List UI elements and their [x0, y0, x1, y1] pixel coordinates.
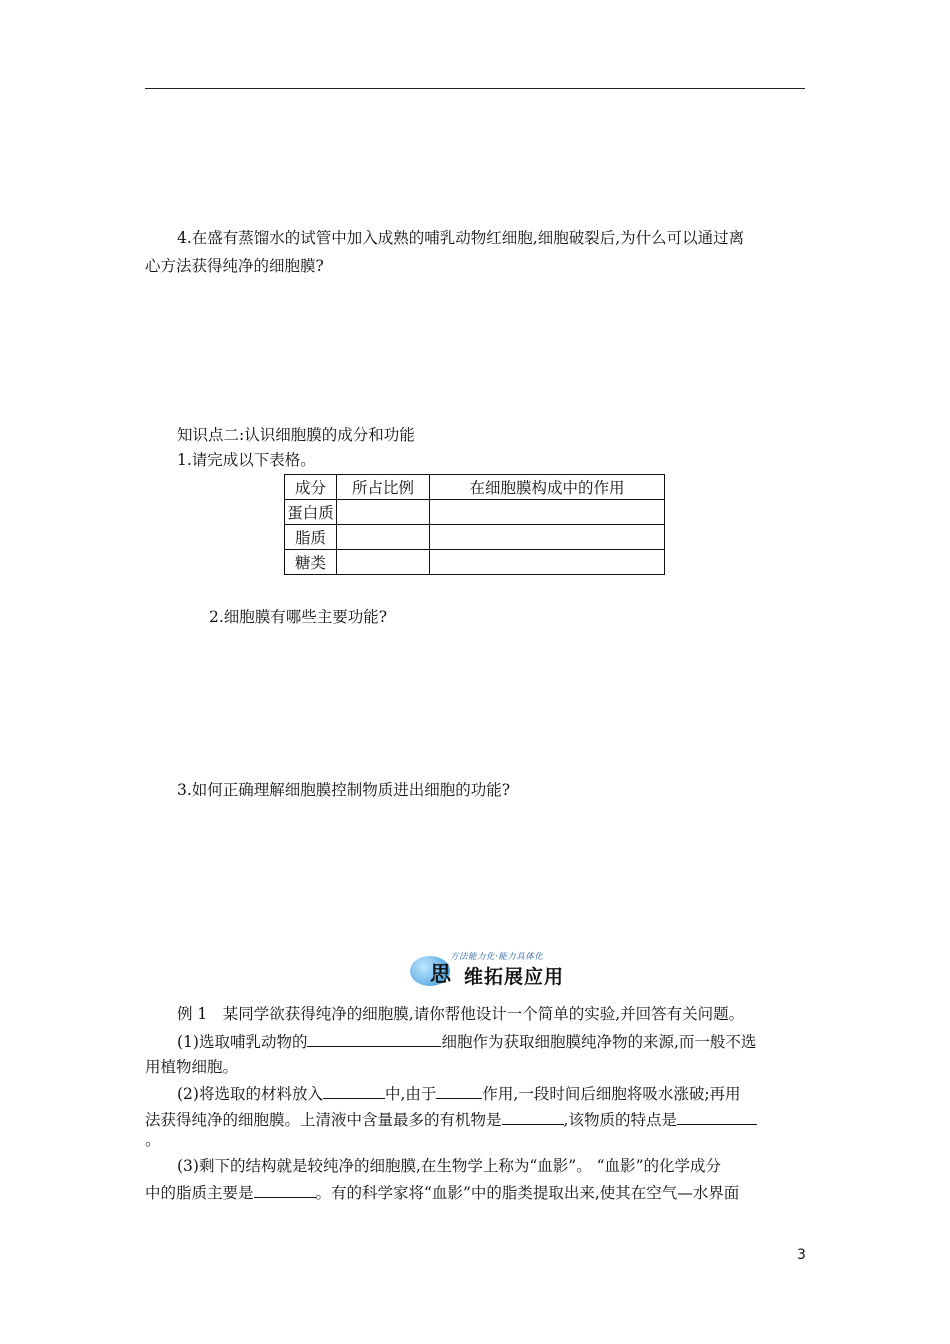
example-intro: 例 1 某同学欲获得纯净的细胞膜,请你帮他设计一个简单的实验,并回答有关问题。	[177, 1005, 745, 1023]
text: 中,由于	[384, 1085, 437, 1103]
table-row-label: 蛋白质	[285, 500, 337, 525]
answer-blank[interactable]	[254, 1181, 316, 1198]
question-3: 3.如何正确理解细胞膜控制物质进出细胞的功能?	[177, 781, 511, 799]
question-4-line2: 心方法获得纯净的细胞膜?	[145, 257, 324, 275]
banner-char: 思	[430, 962, 451, 986]
table-cell-input[interactable]	[430, 550, 665, 575]
text: 法获得纯净的细胞膜。上清液中含量最多的有机物是	[145, 1111, 502, 1129]
answer-blank[interactable]	[436, 1082, 482, 1099]
table-row	[285, 525, 665, 550]
text: 中的脂质主要是	[145, 1184, 254, 1202]
table-row-label: 脂质	[285, 525, 337, 550]
table-header-cell: 成分	[285, 475, 337, 500]
text: 作用,一段时间后细胞将吸水涨破;再用	[482, 1085, 741, 1103]
answer-blank[interactable]	[677, 1108, 757, 1125]
example-part2-line2	[145, 1108, 757, 1131]
table-cell-input[interactable]	[337, 525, 430, 550]
example-part3-line1: (3)剩下的结构就是较纯净的细胞膜,在生物学上称为“血影”。 “血影”的化学成分	[177, 1157, 722, 1175]
table-row-label: 糖类	[285, 550, 337, 575]
table-row	[285, 550, 665, 575]
answer-blank[interactable]	[502, 1108, 564, 1125]
table-cell-input[interactable]	[430, 525, 665, 550]
table-cell-input[interactable]	[337, 550, 430, 575]
text: 细胞作为获取细胞膜纯净物的来源,而一般不选	[441, 1033, 757, 1051]
text: ,该物质的特点是	[563, 1111, 677, 1129]
table-header-row	[285, 475, 665, 500]
example-part1-line2: 用植物细胞。	[145, 1058, 239, 1076]
table-cell-input[interactable]	[430, 500, 665, 525]
text: (1)选取哺乳动物的	[177, 1033, 308, 1051]
question-2: 2.细胞膜有哪些主要功能?	[209, 608, 388, 626]
page-number: 3	[797, 1247, 806, 1263]
composition-table	[284, 474, 665, 575]
text: 。有的科学家将“血影”中的脂类提取出来,使其在空气—水界面	[315, 1184, 740, 1202]
table-row	[285, 500, 665, 525]
banner-title: 维拓展应用	[464, 966, 565, 988]
answer-blank[interactable]	[323, 1082, 385, 1099]
table-header-cell: 所占比例	[337, 475, 430, 500]
answer-blank[interactable]	[307, 1030, 441, 1047]
question-4-line1: 4.在盛有蒸馏水的试管中加入成熟的哺乳动物红细胞,细胞破裂后,为什么可以通过离	[177, 229, 745, 247]
table-cell-input[interactable]	[337, 500, 430, 525]
example-part3-line2	[145, 1181, 739, 1204]
table-header-cell: 在细胞膜构成中的作用	[430, 475, 665, 500]
section-heading: 知识点二:认识细胞膜的成分和功能	[177, 426, 415, 444]
text: (2)将选取的材料放入	[177, 1085, 323, 1103]
section-banner	[410, 950, 578, 990]
banner-subtitle: 方法能力化·能力具体化	[450, 952, 544, 962]
example-part2-line1	[177, 1082, 741, 1105]
example-part1-line1	[177, 1030, 756, 1053]
header-rule	[145, 88, 805, 89]
question-1: 1.请完成以下表格。	[177, 451, 316, 469]
example-part2-line3: 。	[145, 1131, 161, 1149]
